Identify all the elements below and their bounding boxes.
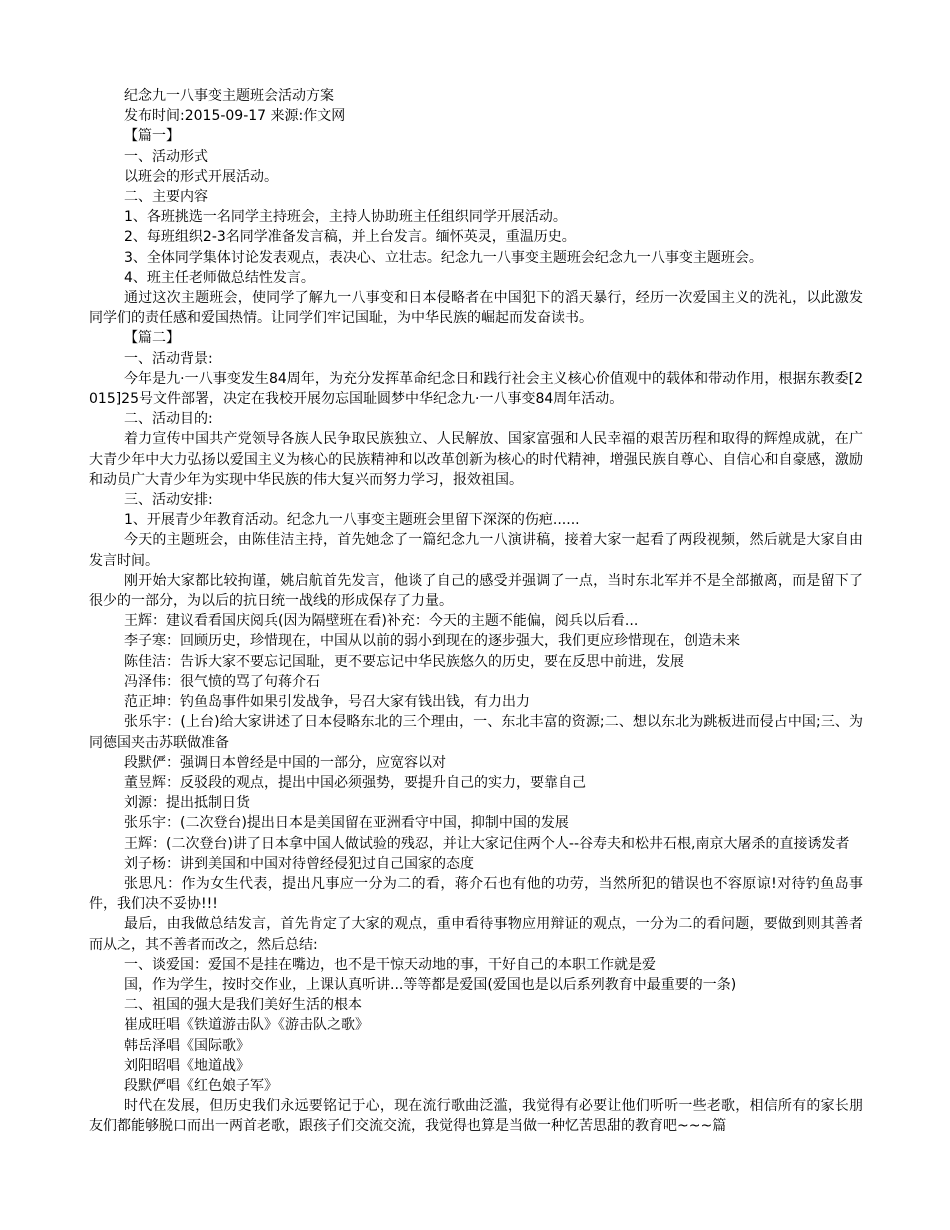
- publish-meta: 发布时间:2015-09-17 来源:作文网: [124, 108, 346, 125]
- text-line: 国，作为学生，按时交作业，上课认真听讲...等等都是爱国(爱国也是以后系列教育中最重要的一条): [124, 976, 737, 993]
- text-line: 1、开展青少年教育活动。纪念九一八事变主题班会里留下深深的伤疤......: [124, 512, 580, 529]
- paragraph: 通过这次主题班会，使同学了解九一八事变和日本侵略者在中国犯下的滔天暴行，经历一次爱国主义的洗礼，以此激发同学们的责任感和爱国热情。让同学们牢记国耻，为中华民族的崛起而发奋读书。: [89, 290, 863, 327]
- paragraph: 今年是九·一八事变发生84周年，为充分发挥革命纪念日和践行社会主义核心价值观中的载体和带动作用，根据东教委[2015]25号文件部署，决定在我校开展勿忘国耻圆梦中华纪念九·一八事变84周年活动。: [89, 370, 863, 408]
- text-line: 4、班主任老师做总结性发言。: [124, 269, 315, 286]
- text-line: 崔成旺唱《铁道游击队》《游击队之歌》: [124, 1017, 369, 1034]
- text-line: 二、祖国的强大是我们美好生活的根本: [124, 997, 362, 1014]
- document-title: 纪念九一八事变主题班会活动方案: [124, 88, 334, 104]
- text-line: 陈佳洁：告诉大家不要忘记国耻，更不要忘记中华民族悠久的历史，要在反思中前进，发展: [124, 653, 684, 670]
- text-line: 冯泽伟：很气愤的骂了句蒋介石: [124, 673, 320, 690]
- paragraph: 王辉：(二次登台)讲了日本拿中国人做试验的残忍，并让大家记住两个人--谷寿夫和松井石根,南京大屠杀的直接诱发者: [124, 835, 850, 852]
- text-line: 一、谈爱国：爱国不是挂在嘴边，也不是干惊天动地的事，干好自己的本职工作就是爱: [124, 956, 656, 973]
- text-line: 段默俨唱《红色娘子军》: [124, 1077, 278, 1094]
- text-line: 范正坤：钓鱼岛事件如果引发战争，号召大家有钱出钱，有力出力: [124, 694, 530, 711]
- document-body: [89, 86, 863, 1137]
- text-line: 刘阳昭唱《地道战》: [124, 1057, 250, 1074]
- paragraph: 张乐宇：(上台)给大家讲述了日本侵略东北的三个理由，一、东北丰富的资源;二、想以东北为跳板进而侵占中国;三、为同德国夹击苏联做准备: [89, 714, 863, 751]
- section-heading: 【篇二】: [124, 330, 180, 347]
- text-line: 2、每班组织2-3名同学准备发言稿，并上台发言。缅怀英灵，重温历史。: [124, 229, 576, 246]
- section-heading: 【篇一】: [124, 128, 180, 145]
- text-line: 3、全体同学集体讨论发表观点，表决心、立壮志。纪念九一八事变主题班会纪念九一八事变主题班会。: [124, 249, 763, 266]
- paragraph: 时代在发展，但历史我们永远要铭记于心，现在流行歌曲泛滥，我觉得有必要让他们听听一些老歌，相信所有的家长朋友们都能够脱口而出一两首老歌，跟孩子们交流交流，我觉得也算是当做一种忆苦思甜的教育吧~~~篇: [89, 1098, 863, 1135]
- text-line: 二、主要内容: [124, 189, 208, 206]
- text-line: 韩岳泽唱《国际歌》: [124, 1037, 250, 1054]
- paragraph: 着力宣传中国共产党领导各族人民争取民族独立、人民解放、国家富强和人民幸福的艰苦历程和取得的辉煌成就，在广大青少年中大力弘扬以爱国主义为核心的民族精神和以改革创新为核心的时代精神，增强民族自尊心、自信心和自豪感，激励和动员广大青少年为实现中华民族的伟大复兴而努力学习，报效祖国。: [89, 431, 863, 488]
- paragraph: 张思凡：作为女生代表，提出凡事应一分为二的看，蒋介石也有他的功劳，当然所犯的错误也不容原谅!对待钓鱼岛事件，我们决不妥协!!!: [89, 875, 863, 913]
- text-line: 1、各班挑选一名同学主持班会，主持人协助班主任组织同学开展活动。: [124, 209, 567, 226]
- text-line: 张乐宇：(二次登台)提出日本是美国留在亚洲看守中国，抑制中国的发展: [124, 815, 569, 832]
- text-line: 段默俨：强调日本曾经是中国的一部分，应宽容以对: [124, 754, 446, 771]
- text-line: 一、活动背景:: [124, 350, 213, 367]
- text-line: 董昱辉：反驳段的观点，提出中国必须强势，要提升自己的实力，要靠自己: [124, 774, 586, 791]
- text-line: 刘源：提出抵制日货: [124, 795, 250, 812]
- paragraph: 最后，由我做总结发言，首先肯定了大家的观点，重申看待事物应用辩证的观点，一分为二的看问题，要做到则其善者而从之，其不善者而改之，然后总结:: [89, 916, 863, 953]
- text-line: 刘子杨：讲到美国和中国对待曾经侵犯过自己国家的态度: [124, 855, 474, 872]
- text-line: 以班会的形式开展活动。: [124, 168, 278, 185]
- paragraph: 刚开始大家都比较拘谨，姚启航首先发言，他谈了自己的感受并强调了一点，当时东北军并不是全部撤离，而是留下了很少的一部分，为以后的抗日统一战线的形成保存了力量。: [89, 572, 863, 610]
- text-line: 一、活动形式: [124, 148, 208, 165]
- text-line: 王辉：建议看看国庆阅兵(因为隔壁班在看)补充：今天的主题不能偏，阅兵以后看...: [124, 613, 639, 630]
- text-line: 三、活动安排:: [124, 492, 213, 509]
- text-line: 二、活动目的:: [124, 411, 213, 428]
- paragraph: 今天的主题班会，由陈佳洁主持，首先她念了一篇纪念九一八演讲稿，接着大家一起看了两段视频，然后就是大家自由发言时间。: [89, 532, 863, 569]
- text-line: 李子寒：回顾历史，珍惜现在，中国从以前的弱小到现在的逐步强大，我们更应珍惜现在，创造未来: [124, 633, 740, 650]
